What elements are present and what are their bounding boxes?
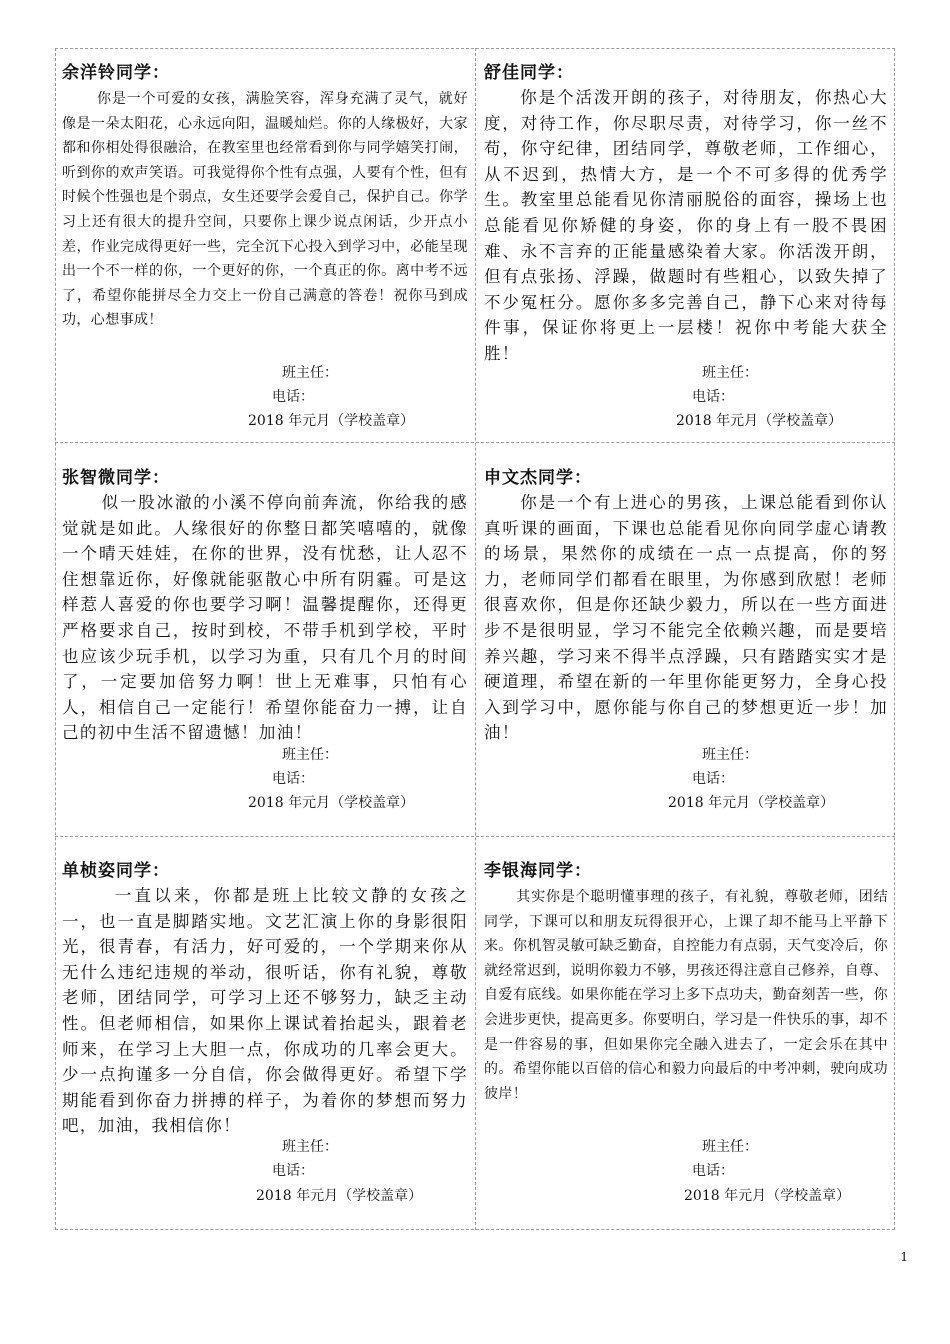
- student-name: 余洋铃同学：: [62, 63, 170, 83]
- phone-label: 电话：: [272, 771, 314, 787]
- phone-label: 电话：: [272, 1163, 314, 1179]
- phone-label: 电话：: [272, 389, 314, 405]
- comment-card-0: [62, 62, 468, 333]
- comment-card-3: [484, 467, 888, 746]
- comment-text: 其实你是个聪明懂事理的孩子，有礼貌，尊敬老师，团结同学，下课可以和朋友玩得很开心，上课了却不能马上平静下来。你机智灵敏可缺乏勤奋，自控能力有点弱，天气变冷后，你就经常迟到，说明你毅力不够，男孩还得注意自己修养，自尊、自爱有底线。如果你能在学习上多下点功夫，勤奋刻苦一些，你会进步更快，提高更多。你要明白，学习是一件快乐的事，却不是一件容易的事，但如果你完全融入进去了，一定会乐在其中的。希望你能以百倍的信心和毅力向最后的中考冲刺，驶向成功彼岸！: [484, 889, 888, 1102]
- student-name: 单桢姿同学：: [62, 861, 170, 881]
- comment-text: 你是一个可爱的女孩，满脸笑容，浑身充满了灵气，就好像是一朵太阳花，心永远向阳，温暖灿烂。你的人缘极好，大家都和你相处得很融洽，在教室里也经常看到你与同学嬉笑打闹，听到你的欢声笑语。可我觉得你个性有点强，人要有个性，但有时候个性强也是个弱点，女生还要学会爱自己，保护自己。你学习上还有很大的提升空间，只要你上课少说点闲话，少开点小差，作业完成得更好一些，完全沉下心投入到学习中，必能呈现出一个不一样的你，一个更好的你，一个真正的你。离中考不远了，希望你能拼尽全力交上一份自己满意的答卷！祝你马到成功，心想事成！: [62, 91, 468, 329]
- comment-card-4: [62, 860, 468, 1139]
- student-name: 李银海同学：: [484, 861, 592, 881]
- cut-line-vertical: [475, 48, 476, 1230]
- comment-text: 一直以来，你都是班上比较文静的女孩之一，也一直是脚踏实地。文艺汇演上你的身影很阳光，很青春，有活力，好可爱的，一个学期来你从无什么违纪违规的举动，很听话，你有礼貌，尊敬老师，团结同学，可学习上还不够努力，缺乏主动性。但老师相信，如果你上课试着抬起头，跟着老师来，在学习上大胆一点，你成功的几率会更大。少一点拘谨多一分自信，你会做得更好。希望下学期能看到你奋力拼搏的样子，为着你的梦想而努力吧，加油，我相信你！: [62, 886, 468, 1136]
- date-stamp: 2018 年元月（学校盖章）: [668, 795, 835, 811]
- comment-text: 你是个活泼开朗的孩子，对待朋友，你热心大度，对待工作，你尽职尽责，对待学习，你一丝不苟，你守纪律，团结同学，尊敬老师，工作细心，从不迟到，热情大方，是一个不可多得的优秀学生。教室里总能看见你清丽脱俗的面容，操场上也总能看见你矫健的身姿，你的身上有一股不畏困难、永不言弃的正能量感染着大家。你活泼开朗，但有点张扬、浮躁，做题时有些粗心，以致失掉了不少冤枉分。愿你多多完善自己，静下心来对待每件事，保证你将更上一层楼！祝你中考能大获全胜！: [484, 88, 888, 363]
- student-name: 申文杰同学：: [484, 468, 592, 488]
- date-stamp: 2018 年元月（学校盖章）: [248, 413, 415, 429]
- comment-card-2: [62, 467, 468, 746]
- phone-label: 电话：: [692, 1163, 734, 1179]
- teacher-label: 班主任：: [702, 365, 758, 381]
- phone-label: 电话：: [692, 389, 734, 405]
- comment-card-1: [484, 62, 888, 367]
- page-number: 1: [900, 1250, 908, 1264]
- teacher-label: 班主任：: [702, 1139, 758, 1155]
- date-stamp: 2018 年元月（学校盖章）: [676, 413, 843, 429]
- teacher-label: 班主任：: [282, 1139, 338, 1155]
- date-stamp: 2018 年元月（学校盖章）: [256, 1188, 423, 1204]
- teacher-label: 班主任：: [282, 747, 338, 763]
- comment-card-5: [484, 860, 888, 1106]
- phone-label: 电话：: [692, 771, 734, 787]
- student-name: 张智微同学：: [62, 468, 170, 488]
- date-stamp: 2018 年元月（学校盖章）: [684, 1188, 851, 1204]
- student-name: 舒佳同学：: [484, 63, 574, 83]
- teacher-label: 班主任：: [702, 747, 758, 763]
- teacher-label: 班主任：: [282, 365, 338, 381]
- comment-text: 你是一个有上进心的男孩，上课总能看到你认真听课的画面，下课也总能看见你向同学虚心请教的场景，果然你的成绩在一点一点提高，你的努力，老师同学们都看在眼里，为你感到欣慰！老师很喜欢你，但是你还缺少毅力，所以在一些方面进步不是很明显，学习不能完全依赖兴趣，而是要培养兴趣，学习来不得半点浮躁，只有踏踏实实才是硬道理，希望在新的一年里你能更努力，全身心投入到学习中，愿你能与你自己的梦想更近一步！加油！: [484, 493, 888, 743]
- comment-text: 似一股冰澈的小溪不停向前奔流，你给我的感觉就是如此。人缘很好的你整日都笑嘻嘻的，就像一个晴天娃娃，在你的世界，没有忧愁，让人忍不住想靠近你，好像就能驱散心中所有阴霾。可是这样惹人喜爱的你也要学习啊！温馨提醒你，还得更严格要求自己，按时到校，不带手机到学校，平时也应该少玩手机，以学习为重，只有几个月的时间了，一定要加倍努力啊！世上无难事，只怕有心人，相信自己一定能行！希望你能奋力一搏，让自己的初中生活不留遗憾！加油！: [62, 493, 468, 743]
- date-stamp: 2018 年元月（学校盖章）: [248, 795, 415, 811]
